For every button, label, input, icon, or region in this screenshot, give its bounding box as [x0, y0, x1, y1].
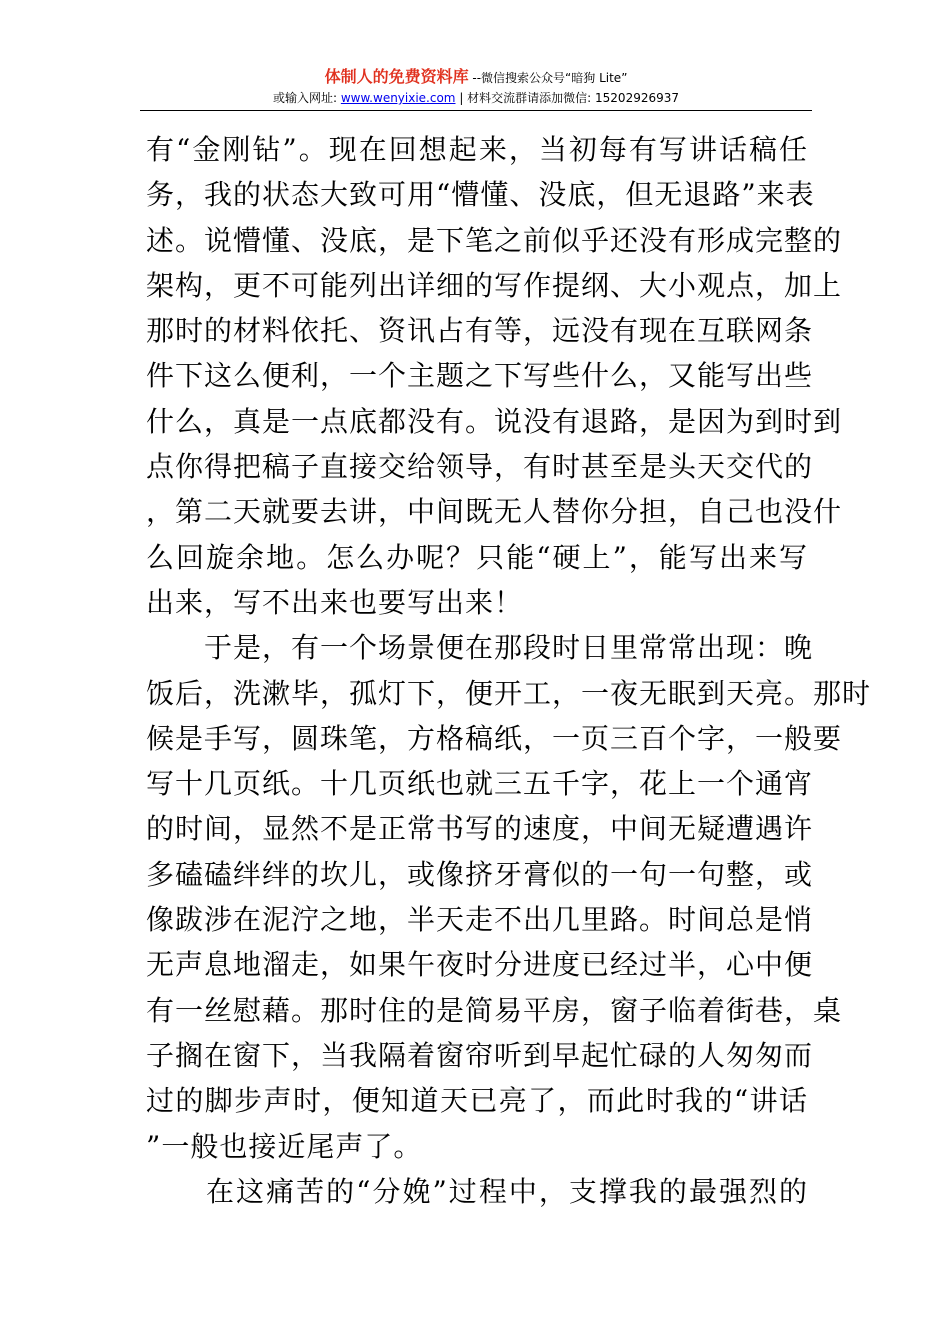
header-url-prefix: 或输入网址:	[272, 91, 341, 105]
text-line: 么回旋余地。怎么办呢？只能“硬上”，能写出来写	[146, 540, 808, 574]
text-line: 什么，真是一点底都没有。说没有退路，是因为到时到	[146, 404, 843, 438]
text-line: 无声息地溜走，如果午夜时分进度已经过半，心中便	[146, 948, 814, 982]
text-line: 出来，写不出来也要写出来！	[146, 585, 524, 619]
text-line: 候是手写，圆珠笔，方格稿纸，一页三百个字，一般要	[146, 721, 843, 755]
text-line: 务，我的状态大致可用“懵懂、没底，但无退路”来表	[146, 178, 815, 212]
text-line: 写十几页纸。十几页纸也就三五千字，花上一个通宵	[146, 767, 814, 801]
text-line: 像跋涉在泥泞之地，半天走不出几里路。时间总是悄	[146, 903, 814, 937]
header-contact-line	[140, 88, 812, 108]
paragraph	[146, 1169, 808, 1214]
header-brand: 体制人的免费资料库	[324, 67, 469, 86]
text-line: ”一般也接近尾声了。	[146, 1129, 423, 1163]
header-contact: | 材料交流群请添加微信: 15202926937	[455, 91, 680, 105]
text-line: 在这痛苦的“分娩”过程中，支撑我的最强烈的	[146, 1174, 808, 1208]
text-line: 子搁在窗下，当我隔着窗帘听到早起忙碌的人匆匆而	[146, 1038, 814, 1072]
text-line: 有一丝慰藉。那时住的是简易平房，窗子临着街巷，桌	[146, 993, 843, 1027]
text-line: 于是，有一个场景便在那段时日里常常出现：晚	[146, 631, 814, 665]
header-website-link[interactable]: www.wenyixie.com	[340, 91, 456, 105]
text-line: 件下这么便利，一个主题之下写些什么，又能写出些	[146, 359, 814, 393]
text-line: 多磕磕绊绊的坎儿，或像挤牙膏似的一句一句整，或	[146, 857, 814, 891]
text-line: 点你得把稿子直接交给领导，有时甚至是头天交代的	[146, 450, 814, 484]
header-tagline: --微信搜索公众号“暗狗 Lite”	[468, 71, 628, 85]
text-line: 述。说懵懂、没底，是下笔之前似乎还没有形成完整的	[146, 223, 843, 257]
text-line: 那时的材料依托、资讯占有等，远没有现在互联网条	[146, 314, 814, 348]
paragraph	[146, 625, 872, 1169]
text-line: 的时间，显然不是正常书写的速度，中间无疑遭遇许	[146, 812, 814, 846]
document-body	[146, 127, 872, 1214]
paragraph	[146, 127, 843, 625]
text-line: 有“金刚钻”。现在回想起来，当初每有写讲话稿任	[146, 133, 808, 166]
text-line: 架构，更不可能列出详细的写作提纲、大小观点，加上	[146, 268, 843, 302]
header-title-line	[140, 66, 812, 88]
text-line: 过的脚步声时，便知道天已亮了，而此时我的“讲话	[146, 1084, 808, 1118]
header-divider	[140, 110, 812, 111]
text-line: ，第二天就要去讲，中间既无人替你分担，自己也没什	[146, 495, 843, 529]
page-header	[140, 66, 812, 108]
text-line: 饭后，洗漱毕，孤灯下，便开工，一夜无眠到天亮。那时	[146, 676, 872, 710]
